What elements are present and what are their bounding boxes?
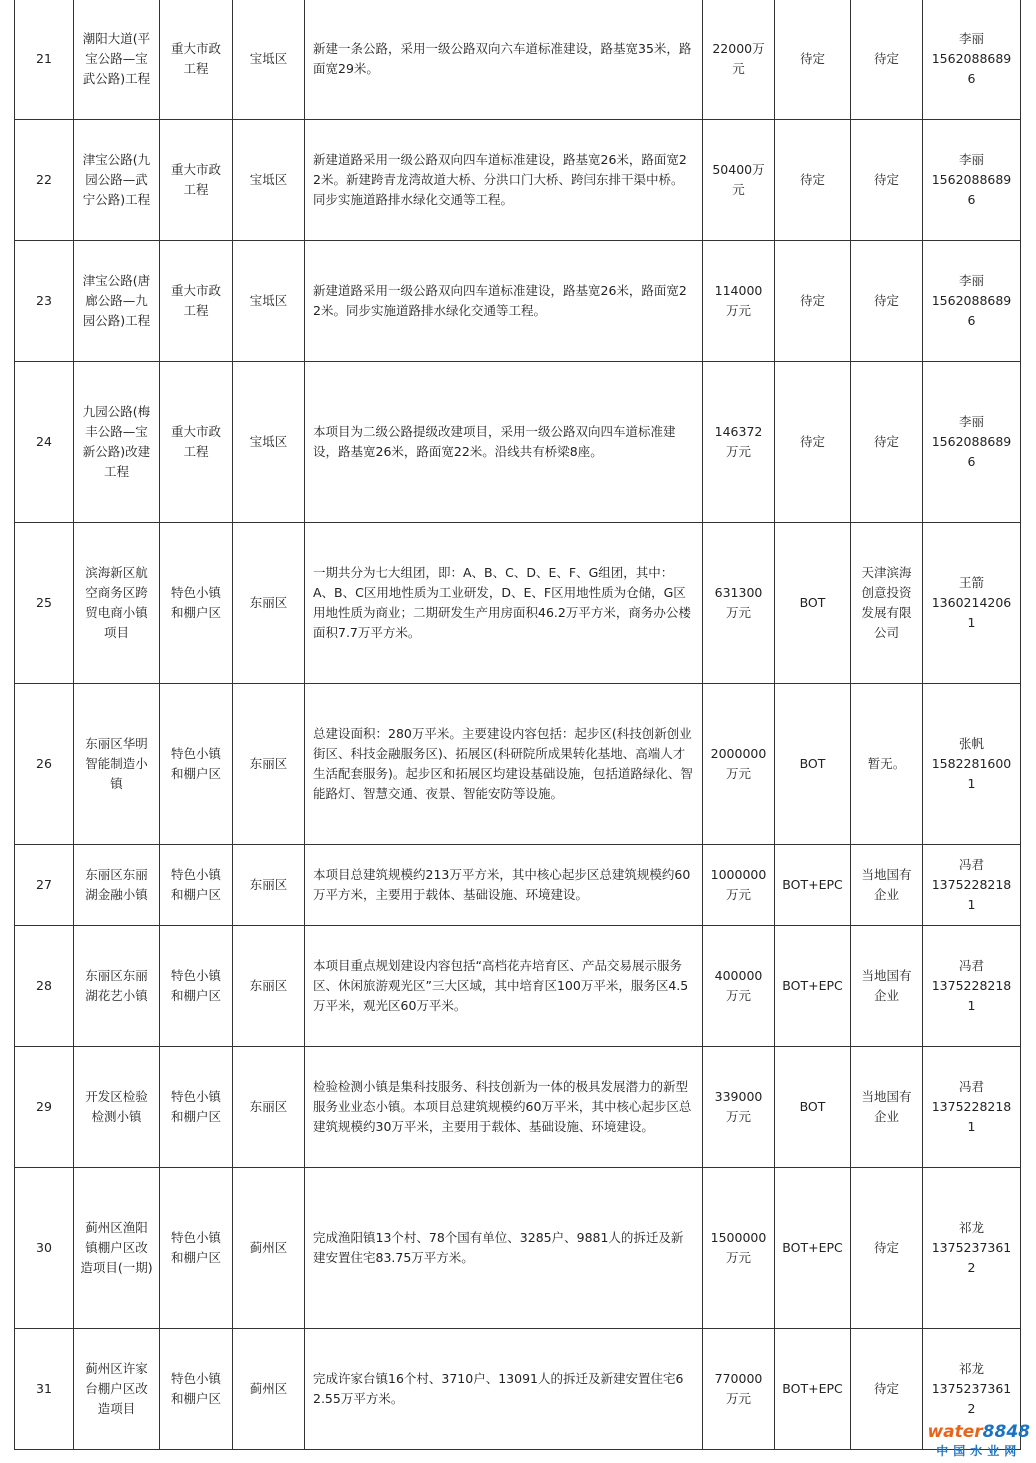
cell-investment: 22000万元 (703, 0, 775, 120)
contact-name: 张帆 (958, 736, 984, 751)
cell-investment: 770000万元 (703, 1329, 775, 1450)
table-row (15, 1047, 1021, 1168)
cell-contact (923, 120, 1021, 241)
cell-cooperation-mode: 待定 (775, 362, 851, 523)
cell-no: 27 (15, 845, 74, 926)
cell-category: 重大市政工程 (160, 362, 233, 523)
table-row (15, 926, 1021, 1047)
cell-cooperation-mode: 待定 (775, 241, 851, 362)
watermark-brand-left: water (927, 1422, 983, 1442)
cell-no: 29 (15, 1047, 74, 1168)
table-row (15, 0, 1021, 120)
contact-phone: 15620886896 (931, 172, 1012, 207)
table-row (15, 120, 1021, 241)
cell-contact (923, 523, 1021, 684)
contact-phone: 15822816001 (931, 756, 1012, 791)
cell-partner: 待定 (851, 1168, 923, 1329)
cell-category: 特色小镇和棚户区 (160, 926, 233, 1047)
cell-investment: 339000万元 (703, 1047, 775, 1168)
cell-no: 21 (15, 0, 74, 120)
cell-cooperation-mode: BOT (775, 684, 851, 845)
contact-name: 王箭 (958, 575, 984, 590)
cell-project-name: 东丽区东丽湖花艺小镇 (74, 926, 160, 1047)
cell-district: 东丽区 (233, 845, 305, 926)
cell-category: 重大市政工程 (160, 120, 233, 241)
cell-district: 宝坻区 (233, 362, 305, 523)
cell-project-name: 开发区检验检测小镇 (74, 1047, 160, 1168)
cell-district: 东丽区 (233, 926, 305, 1047)
cell-description: 一期共分为七大组团，即：A、B、C、D、E、F、G组团，其中：A、B、C区用地性质为工业研发，D、E、F区用地性质为仓储，G区用地性质为商业；二期研发生产用房面积46.2万平方米，商务办公楼面积7.7万平方米。 (305, 523, 703, 684)
watermark-subtitle: 中国水业网 (936, 1444, 1022, 1458)
cell-partner: 待定 (851, 0, 923, 120)
contact-name: 李丽 (958, 152, 984, 167)
cell-project-name: 潮阳大道(平宝公路—宝武公路)工程 (74, 0, 160, 120)
cell-category: 重大市政工程 (160, 0, 233, 120)
cell-description: 完成渔阳镇13个村、78个国有单位、3285户、9881人的拆迁及新建安置住宅83.75万平方米。 (305, 1168, 703, 1329)
cell-contact (923, 241, 1021, 362)
cell-description: 本项目重点规划建设内容包括“高档花卉培育区、产品交易展示服务区、休闲旅游观光区”三大区域，其中培育区100万平米，服务区4.5万平米，观光区60万平米。 (305, 926, 703, 1047)
cell-district: 蓟州区 (233, 1329, 305, 1450)
cell-investment: 146372万元 (703, 362, 775, 523)
cell-description: 完成许家台镇16个村、3710户、13091人的拆迁及新建安置住宅62.55万平方米。 (305, 1329, 703, 1450)
watermark-brand-right: 8848 (982, 1422, 1030, 1442)
contact-phone: 13752282181 (931, 1099, 1012, 1134)
contact-name: 冯君 (958, 958, 984, 973)
cell-partner: 待定 (851, 241, 923, 362)
watermark-logo (927, 1422, 1030, 1459)
project-table (14, 0, 1021, 1450)
contact-name: 祁龙 (958, 1361, 984, 1376)
cell-no: 24 (15, 362, 74, 523)
cell-no: 30 (15, 1168, 74, 1329)
contact-phone: 13752373612 (931, 1240, 1012, 1275)
cell-partner: 当地国有企业 (851, 926, 923, 1047)
cell-project-name: 津宝公路(九园公路—武宁公路)工程 (74, 120, 160, 241)
contact-name: 祁龙 (958, 1220, 984, 1235)
cell-partner: 待定 (851, 1329, 923, 1450)
cell-project-name: 东丽区东丽湖金融小镇 (74, 845, 160, 926)
cell-description: 新建道路采用一级公路双向四车道标准建设，路基宽26米，路面宽22米。同步实施道路排水绿化交通等工程。 (305, 241, 703, 362)
cell-category: 特色小镇和棚户区 (160, 1329, 233, 1450)
cell-project-name: 九园公路(梅丰公路—宝新公路)改建工程 (74, 362, 160, 523)
cell-no: 25 (15, 523, 74, 684)
cell-cooperation-mode: BOT+EPC (775, 845, 851, 926)
cell-description: 本项目总建筑规模约213万平方米，其中核心起步区总建筑规模约60万平方米，主要用于载体、基础设施、环境建设。 (305, 845, 703, 926)
contact-name: 李丽 (958, 273, 984, 288)
cell-project-name: 滨海新区航空商务区跨贸电商小镇项目 (74, 523, 160, 684)
cell-category: 特色小镇和棚户区 (160, 684, 233, 845)
cell-partner: 暂无。 (851, 684, 923, 845)
cell-project-name: 东丽区华明智能制造小镇 (74, 684, 160, 845)
table-row (15, 845, 1021, 926)
contact-name: 李丽 (958, 31, 984, 46)
cell-district: 东丽区 (233, 523, 305, 684)
contact-name: 冯君 (958, 1079, 984, 1094)
contact-phone: 13602142061 (931, 595, 1012, 630)
cell-description: 检验检测小镇是集科技服务、科技创新为一体的极具发展潜力的新型服务业业态小镇。本项目总建筑规模约60万平米，其中核心起步区总建筑规模约30万平米，主要用于载体、基础设施、环境建设。 (305, 1047, 703, 1168)
cell-cooperation-mode: BOT (775, 1047, 851, 1168)
cell-investment: 631300万元 (703, 523, 775, 684)
cell-category: 特色小镇和棚户区 (160, 1168, 233, 1329)
cell-project-name: 蓟州区渔阳镇棚户区改造项目(一期) (74, 1168, 160, 1329)
contact-phone: 15620886896 (931, 434, 1012, 469)
cell-description: 本项目为二级公路提级改建项目，采用一级公路双向四车道标准建设，路基宽26米，路面宽22米。沿线共有桥梁8座。 (305, 362, 703, 523)
cell-contact (923, 0, 1021, 120)
contact-phone: 13752282181 (931, 877, 1012, 912)
cell-investment: 400000万元 (703, 926, 775, 1047)
cell-district: 宝坻区 (233, 241, 305, 362)
cell-project-name: 蓟州区许家台棚户区改造项目 (74, 1329, 160, 1450)
cell-description: 总建设面积：280万平米。主要建设内容包括：起步区(科技创新创业街区、科技金融服务区)、拓展区(科研院所成果转化基地、高端人才生活配套服务)。起步区和拓展区均建设基础设施，包括道路绿化、智能路灯、智慧交通、夜景、智能安防等设施。 (305, 684, 703, 845)
cell-district: 东丽区 (233, 1047, 305, 1168)
cell-project-name: 津宝公路(唐廊公路—九园公路)工程 (74, 241, 160, 362)
cell-contact (923, 684, 1021, 845)
table-row (15, 362, 1021, 523)
cell-investment: 1000000万元 (703, 845, 775, 926)
cell-partner: 当地国有企业 (851, 1047, 923, 1168)
cell-no: 22 (15, 120, 74, 241)
contact-name: 李丽 (958, 414, 984, 429)
cell-contact (923, 362, 1021, 523)
table-row (15, 684, 1021, 845)
project-table-body (15, 0, 1021, 1450)
contact-phone: 15620886896 (931, 51, 1012, 86)
table-row (15, 241, 1021, 362)
cell-no: 28 (15, 926, 74, 1047)
cell-cooperation-mode: 待定 (775, 120, 851, 241)
table-row (15, 1168, 1021, 1329)
cell-description: 新建一条公路，采用一级公路双向六车道标准建设，路基宽35米，路面宽29米。 (305, 0, 703, 120)
contact-name: 冯君 (958, 857, 984, 872)
cell-district: 蓟州区 (233, 1168, 305, 1329)
contact-phone: 13752373612 (931, 1381, 1012, 1416)
contact-phone: 13752282181 (931, 978, 1012, 1013)
cell-contact (923, 926, 1021, 1047)
cell-description: 新建道路采用一级公路双向四车道标准建设，路基宽26米，路面宽22米。新建跨青龙湾故道大桥、分洪口门大桥、跨闫东排干渠中桥。同步实施道路排水绿化交通等工程。 (305, 120, 703, 241)
table-row (15, 523, 1021, 684)
cell-category: 特色小镇和棚户区 (160, 523, 233, 684)
cell-category: 特色小镇和棚户区 (160, 845, 233, 926)
cell-category: 重大市政工程 (160, 241, 233, 362)
cell-cooperation-mode: BOT+EPC (775, 926, 851, 1047)
cell-category: 特色小镇和棚户区 (160, 1047, 233, 1168)
cell-contact (923, 1047, 1021, 1168)
cell-contact (923, 845, 1021, 926)
cell-partner: 待定 (851, 120, 923, 241)
contact-phone: 15620886896 (931, 293, 1012, 328)
cell-district: 宝坻区 (233, 0, 305, 120)
cell-partner: 天津滨海创意投资发展有限公司 (851, 523, 923, 684)
cell-no: 31 (15, 1329, 74, 1450)
cell-partner: 当地国有企业 (851, 845, 923, 926)
cell-partner: 待定 (851, 362, 923, 523)
cell-no: 26 (15, 684, 74, 845)
cell-investment: 2000000万元 (703, 684, 775, 845)
cell-investment: 1500000万元 (703, 1168, 775, 1329)
cell-district: 东丽区 (233, 684, 305, 845)
cell-cooperation-mode: BOT (775, 523, 851, 684)
table-row (15, 1329, 1021, 1450)
cell-cooperation-mode: 待定 (775, 0, 851, 120)
cell-cooperation-mode: BOT+EPC (775, 1168, 851, 1329)
cell-contact (923, 1168, 1021, 1329)
cell-no: 23 (15, 241, 74, 362)
cell-cooperation-mode: BOT+EPC (775, 1329, 851, 1450)
cell-investment: 50400万元 (703, 120, 775, 241)
cell-district: 宝坻区 (233, 120, 305, 241)
cell-investment: 114000万元 (703, 241, 775, 362)
